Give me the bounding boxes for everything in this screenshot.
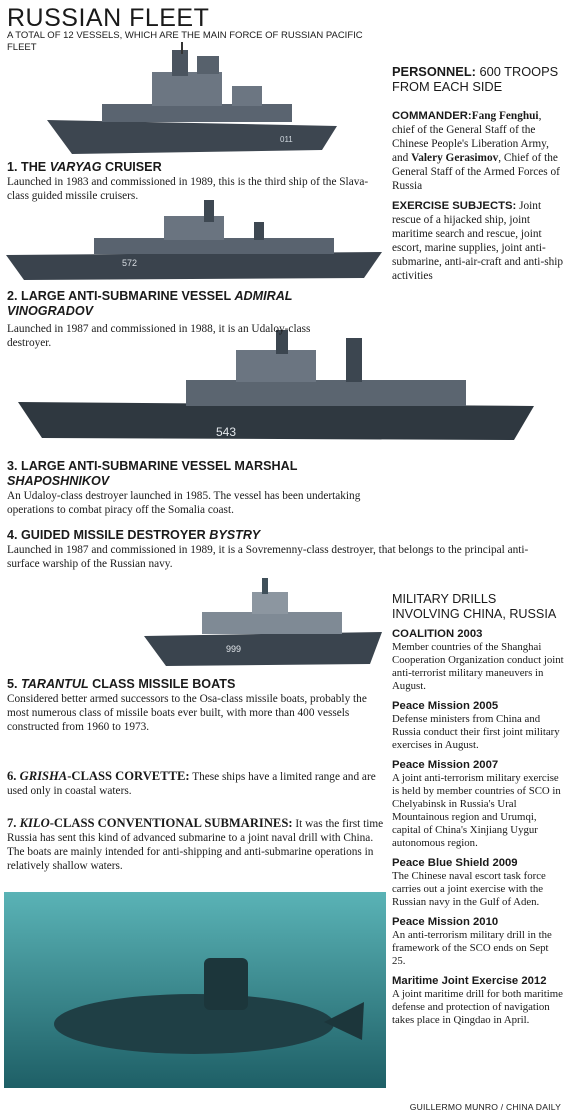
ship-image-tarantul [142, 578, 384, 670]
ship-1-heading: 1. THE VARYAG CRUISER [7, 160, 162, 174]
ship-2-description: Launched in 1987 and commissioned in 1988, it is an Udaloy-class destroyer. [7, 323, 311, 349]
drill-description: A joint anti-terrorism military exercise is held by member countries of SCO in Chelyabinsk in Russia's Ural Mountainous region and Urumqi, capital of China's Xinjiang Uygur autonomous region. [392, 772, 561, 849]
drill-description: The Chinese naval escort task force carries out a joint exercise with the Russian navy in the Gulf of Aden. [392, 870, 546, 908]
personnel-info: PERSONNEL: 600 TROOPS FROM EACH SIDE [392, 64, 559, 94]
ship-3-section [7, 459, 387, 517]
ship-3-description: An Udaloy-class destroyer launched in 1985. The vessel has been undertaking operations to combat piracy off the Somalia coast. [7, 490, 361, 516]
hull-number-999: 999 [226, 644, 242, 654]
ship-1-description: Launched in 1983 and commissioned in 1989, this is the third ship of the Slava-class guided missile cruisers. [7, 176, 369, 202]
drill-title: Peace Mission 2007 [392, 759, 499, 771]
ship-2-heading: 2. LARGE ANTI-SUBMARINE VESSEL ADMIRAL VINOGRADOV [7, 289, 293, 318]
ship-7-text: 7. KILO-CLASS CONVENTIONAL SUBMARINES: It was the first time Russia has sent this kind of advanced submarine to a joint naval drill with China. The boats are mainly intended for anti-shipping and anti-submarine operations in relatively shallow waters. [7, 816, 384, 872]
drill-title: COALITION 2003 [392, 628, 483, 640]
drill-description: Defense ministers from China and Russia conduct their first joint military exercises in August. [392, 713, 560, 751]
drill-description: Member countries of the Shanghai Cooperation Organization conduct joint anti-terrorist military maneuvers in August. [392, 641, 564, 692]
ship-6-heading: 6. GRISHA-CLASS CORVETTE: [7, 769, 190, 783]
drill-item [392, 916, 564, 968]
drills-heading: MILITARY DRILLS INVOLVING CHINA, RUSSIA [392, 592, 557, 621]
drill-item [392, 700, 564, 752]
ship-6-text: 6. GRISHA-CLASS CORVETTE: These ships have a limited range and are used only in coastal waters. [7, 769, 376, 797]
drill-title: Maritime Joint Exercise 2012 [392, 975, 547, 987]
page-subtitle: A TOTAL OF 12 VESSELS, WHICH ARE THE MAIN FORCE OF RUSSIAN PACIFIC FLEET [7, 30, 363, 53]
ship-4-description: Launched in 1987 and commissioned in 1989, it is a Sovremenny-class destroyer, that belongs to the principal anti-surface warship of the Russian navy. [7, 544, 529, 570]
submarine-image [4, 892, 386, 1088]
ship-image-varyag [42, 42, 342, 160]
ship-image-vinogradov [4, 200, 384, 288]
drill-title: Peace Mission 2005 [392, 700, 499, 712]
ship-5-section [7, 677, 385, 734]
exercise-subjects: EXERCISE SUBJECTS: Joint rescue of a hijacked ship, joint maritime search and rescue, joint escort, marine supplies, joint anti-submarine, anti-air-craft and anti-ship activities [392, 200, 564, 282]
ship-7-heading: 7. KILO-CLASS CONVENTIONAL SUBMARINES: [7, 816, 293, 830]
ship-5-heading: 5. TARANTUL CLASS MISSILE BOATS [7, 677, 236, 691]
drill-item [392, 759, 564, 850]
page-title: RUSSIAN FLEET [7, 4, 210, 32]
info-panel [392, 64, 564, 283]
credit-line: GUILLERMO MUNRO / CHINA DAILY [409, 1102, 561, 1112]
ship-4-section [7, 528, 557, 571]
drill-item [392, 857, 564, 909]
ship-5-description: Considered better armed successors to the Osa-class missile boats, probably the most numerous class of missile boats ever built, with more than 400 vessels constructed from 1960 to 1973. [7, 693, 367, 733]
drill-title: Peace Mission 2010 [392, 916, 499, 928]
hull-number-572: 572 [122, 258, 138, 268]
ship-4-heading: 4. GUIDED MISSILE DESTROYER BYSTRY [7, 528, 261, 542]
drill-item [392, 628, 564, 693]
ship-1-section [7, 160, 385, 203]
drill-item [392, 975, 564, 1027]
drill-description: An anti-terrorism military drill in the framework of the SCO ends on Sept 25. [392, 929, 552, 967]
ship-7-section [7, 816, 387, 873]
ship-2-section [7, 289, 337, 350]
commander-info: COMMANDER:Fang Fenghui, chief of the General Staff of the Chinese People's Liberation Army, and Valery Gerasimov, Chief of the General Staff of the Armed Forces of Russia [392, 110, 560, 192]
ship-3-heading: 3. LARGE ANTI-SUBMARINE VESSEL MARSHAL SHAPOSHNIKOV [7, 459, 298, 488]
hull-number-543: 543 [216, 425, 237, 439]
drill-title: Peace Blue Shield 2009 [392, 857, 518, 869]
ship-6-section [7, 769, 387, 798]
drills-panel [392, 592, 564, 1027]
drill-description: A joint maritime drill for both maritime defense and protection of navigation takes place in Qingdao in April. [392, 988, 563, 1026]
hull-number-011: 011 [280, 135, 293, 144]
